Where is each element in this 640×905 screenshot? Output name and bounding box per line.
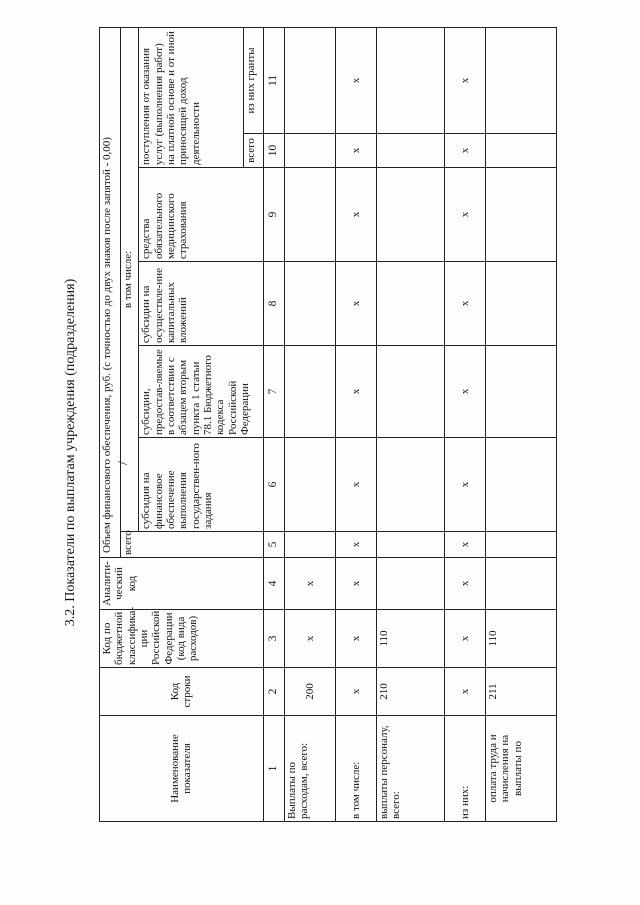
row-cell: x (445, 438, 485, 532)
row-analytic: x (284, 558, 335, 610)
row-budget: x (445, 610, 485, 668)
header-total: всего (120, 532, 263, 558)
table-row (376, 27, 445, 821)
row-name: в том числе: (336, 716, 376, 822)
row-cell (284, 346, 335, 438)
row-code: x (445, 668, 485, 716)
row-cell (284, 438, 335, 532)
table-row (284, 27, 335, 821)
column-number: 7 (263, 346, 284, 438)
column-number: 3 (263, 610, 284, 668)
row-cell: x (336, 532, 376, 558)
row-cell (284, 168, 335, 262)
column-number: 8 (263, 262, 284, 346)
row-analytic: x (445, 558, 485, 610)
header-budget-code: Код по бюджетной классифика-ции Российской Федерации (код вида расходов) (100, 610, 264, 668)
row-cell (485, 134, 556, 168)
header-paid-grants: из них гранты (243, 27, 263, 133)
header-line-code: Код строки (100, 668, 264, 716)
row-cell: x (336, 438, 376, 532)
row-cell: x (445, 532, 485, 558)
header-oms-funds: средства обязательного медицинского страхования (139, 168, 263, 262)
page-title: 3.2. Показатели по выплатам учреждения (подразделения) (63, 278, 78, 627)
header-subsidy-capital: субсидии на осуществле-ние капитальных вложений (139, 262, 263, 346)
column-number: 1 (263, 716, 284, 822)
row-analytic (485, 558, 556, 610)
row-cell (485, 346, 556, 438)
table-row (336, 27, 376, 821)
row-cell (376, 346, 445, 438)
row-cell (284, 262, 335, 346)
column-number: 2 (263, 668, 284, 716)
table-row (445, 27, 485, 821)
column-number: 9 (263, 168, 284, 262)
header-analytic-code: Аналити-ческий код (100, 558, 264, 610)
column-number: 11 (263, 27, 284, 133)
row-code: 210 (376, 668, 445, 716)
column-number: 6 (263, 438, 284, 532)
row-cell: x (336, 262, 376, 346)
row-cell: x (336, 134, 376, 168)
header-volume: Объем финансового обеспечения, руб. (с точностью до двух знаков после запятой - 0,00) (100, 27, 121, 557)
row-cell (284, 532, 335, 558)
row-cell (376, 438, 445, 532)
row-cell: x (445, 27, 485, 133)
row-budget: x (284, 610, 335, 668)
column-number: 10 (263, 134, 284, 168)
header-row-1 (100, 27, 121, 821)
row-analytic (376, 558, 445, 610)
row-budget: 110 (376, 610, 445, 668)
row-name: из них: (445, 716, 485, 822)
row-cell: x (445, 168, 485, 262)
row-analytic: x (336, 558, 376, 610)
payments-table (99, 27, 557, 822)
row-cell (284, 27, 335, 133)
row-cell (376, 262, 445, 346)
column-number: 5 (263, 532, 284, 558)
table-row (485, 27, 556, 821)
header-name: Наименование показателя (100, 716, 264, 822)
header-paid-income: поступления от оказания услуг (выполнения работ) на платной основе и от иной приносящей доход деятельности (139, 27, 244, 167)
row-budget: x (336, 610, 376, 668)
row-cell (376, 134, 445, 168)
stray-mark: / (116, 461, 131, 465)
header-subsidy-78-1: субсидии, предостав-ляемые в соответствии с абзацем вторым пункта 1 статьи 78.1 Бюджетного кодекса Российской Федерации (139, 346, 263, 438)
row-name: Выплаты по расходам, всего: (284, 716, 335, 822)
row-code: 200 (284, 668, 335, 716)
row-name: выплаты персоналу, всего: (376, 716, 445, 822)
row-cell: x (336, 168, 376, 262)
row-name: оплата труда и начисления на выплаты по (485, 716, 556, 822)
row-cell: x (445, 262, 485, 346)
row-budget: 110 (485, 610, 556, 668)
row-cell (485, 168, 556, 262)
row-code: x (336, 668, 376, 716)
row-cell: x (445, 134, 485, 168)
header-in-that-number: в том числе: (120, 27, 139, 531)
row-cell (485, 27, 556, 133)
row-cell (485, 438, 556, 532)
column-number: 4 (263, 558, 284, 610)
header-paid-total: всего (243, 134, 263, 168)
row-cell (376, 532, 445, 558)
row-cell: x (336, 27, 376, 133)
row-cell (376, 168, 445, 262)
row-cell: x (445, 346, 485, 438)
header-subsidy-state-task: субсидия на финансовое обеспечение выполнения государствен-ного задания (139, 438, 263, 532)
row-cell (284, 134, 335, 168)
row-cell (485, 262, 556, 346)
row-cell (485, 532, 556, 558)
row-cell (376, 27, 445, 133)
row-cell: x (336, 346, 376, 438)
row-code: 211 (485, 668, 556, 716)
column-number-row (263, 27, 284, 821)
